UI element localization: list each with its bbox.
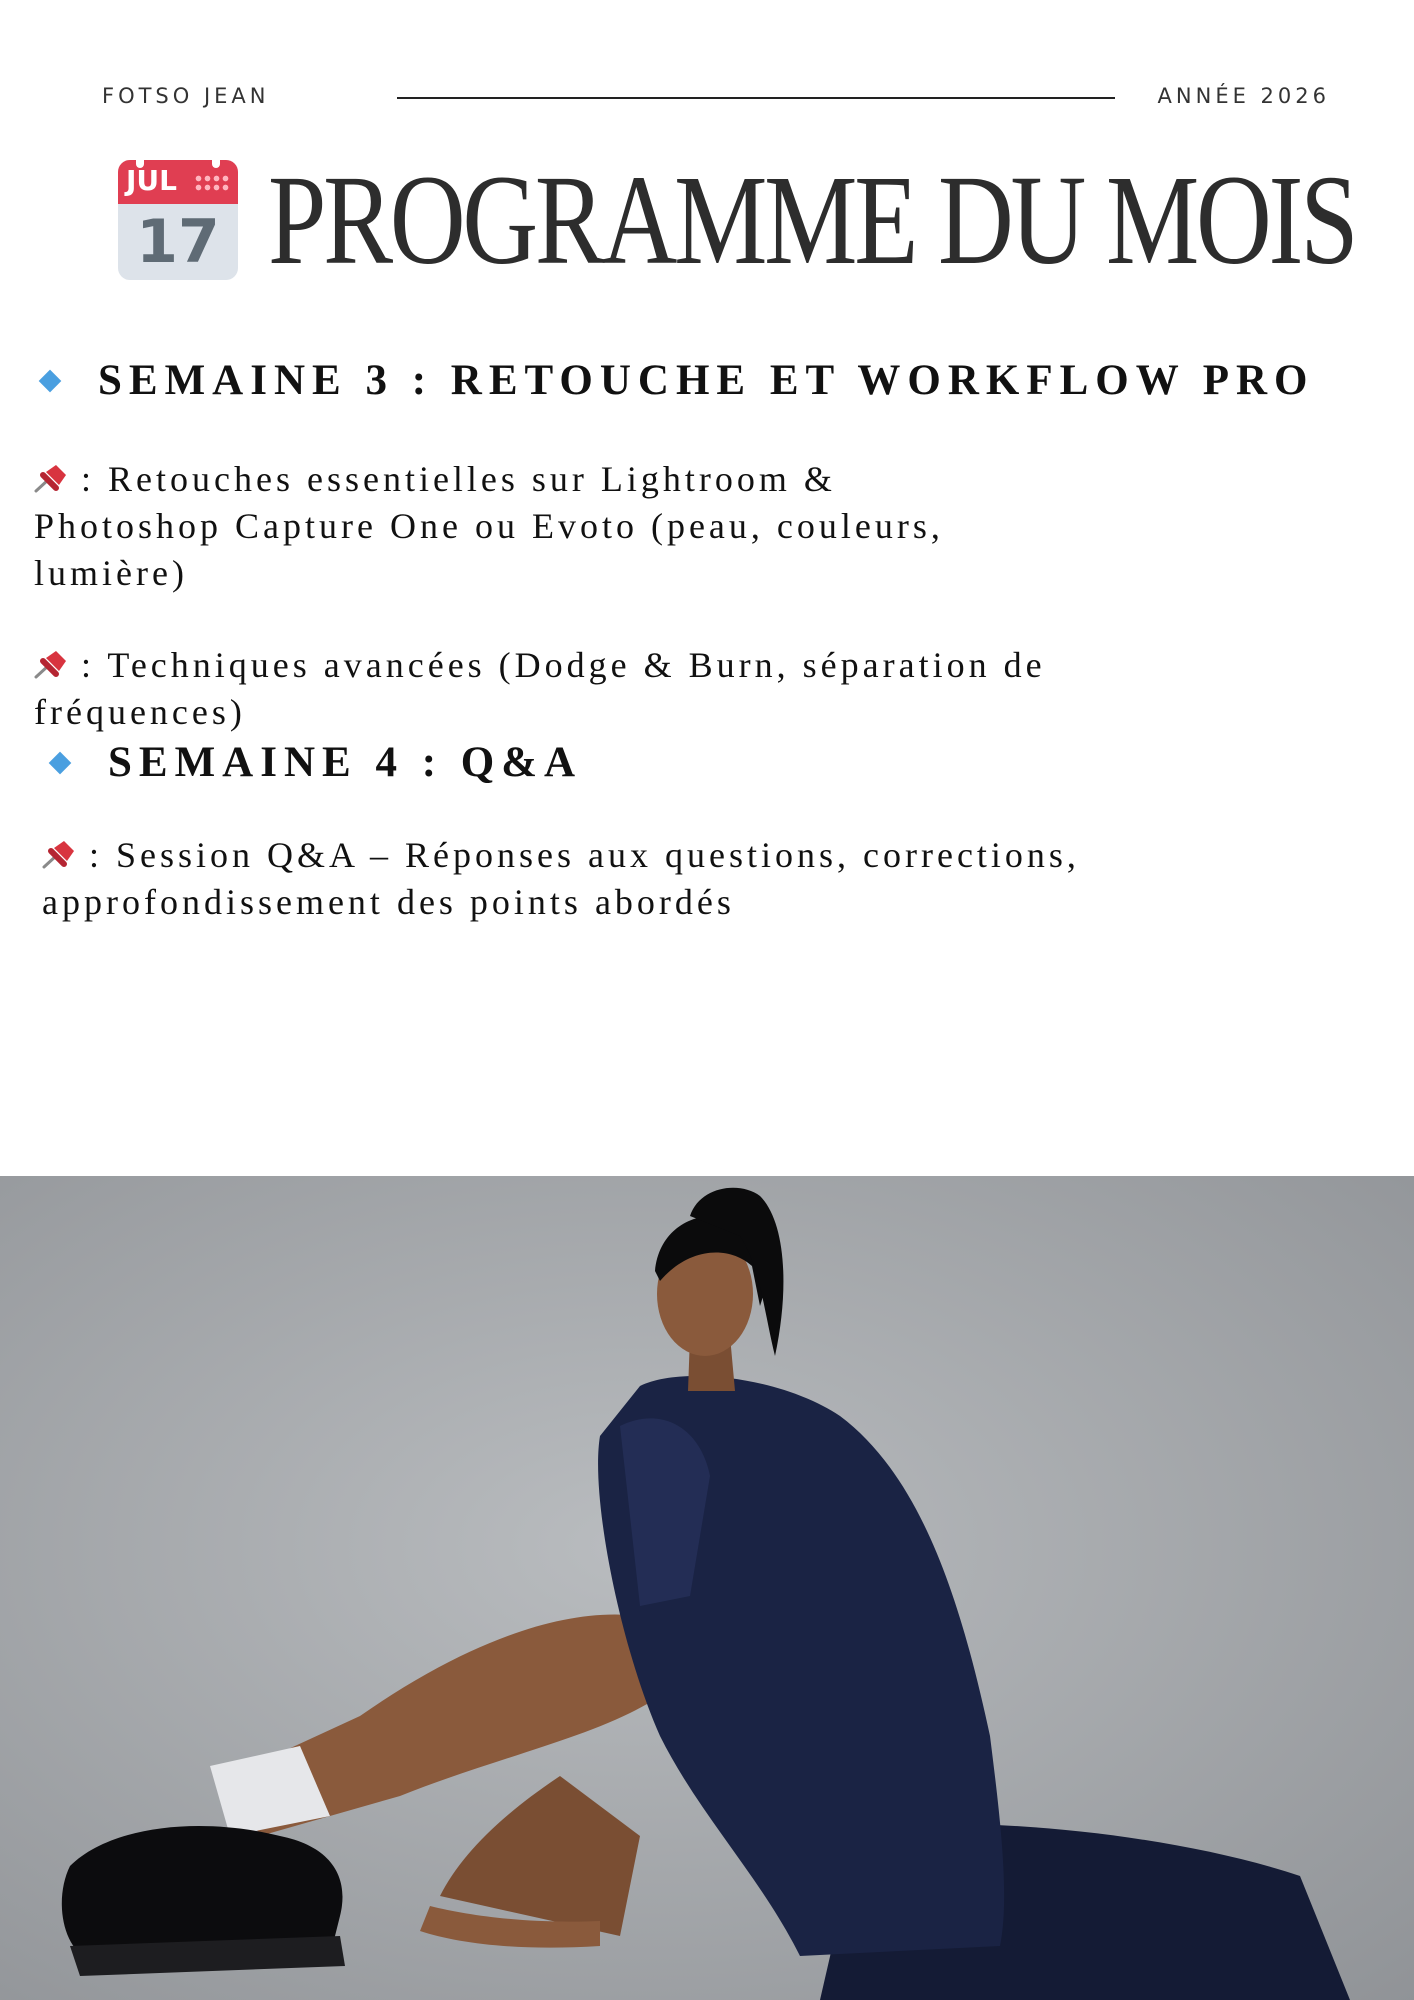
- week-4-label: SEMAINE 4 : Q&A: [108, 739, 583, 786]
- header-rule: [397, 97, 1115, 99]
- diamond-bullet-icon: [49, 751, 72, 774]
- title-row: [118, 149, 1414, 291]
- header-year: ANNÉE 2026: [1157, 84, 1330, 108]
- week-3-label: SEMAINE 3 : RETOUCHE ET WORKFLOW PRO: [98, 357, 1315, 404]
- page-title: PROGRAMME DU MOIS: [268, 149, 1356, 291]
- calendar-day: 17: [136, 207, 220, 277]
- week-3-item-1-line-1: : Retouches essentielles sur Lightroom &: [68, 459, 836, 499]
- pushpin-icon: [42, 834, 76, 864]
- week-3-item-1-line-3: lumière): [34, 553, 188, 593]
- pushpin-icon: [34, 458, 68, 488]
- week-4-item-1-line-1: : Session Q&A – Réponses aux questions, corrections,: [76, 835, 1080, 875]
- week-4-item-1-line-2: approfondissement des points abordés: [42, 882, 735, 922]
- week-4-heading: [52, 738, 582, 787]
- week-3-item-1-line-2: Photoshop Capture One ou Evoto (peau, couleurs,: [34, 506, 944, 546]
- calendar-month: JUL: [126, 164, 177, 197]
- diamond-bullet-icon: [39, 369, 62, 392]
- calendar-icon: [118, 160, 238, 280]
- week-3-heading: [42, 356, 1314, 405]
- calendar-dots: [194, 174, 230, 192]
- week-3-item-2-line-2: fréquences): [34, 692, 246, 732]
- week-3-item-1: [34, 456, 1394, 597]
- week-3-item-2-line-1: : Techniques avancées (Dodge & Burn, séparation de: [68, 645, 1046, 685]
- week-4-item-1: [42, 832, 1402, 926]
- week-3-item-2: [34, 642, 1394, 736]
- header-author: FOTSO JEAN: [102, 84, 270, 108]
- model-photo: [0, 1176, 1414, 2000]
- pushpin-icon: [34, 644, 68, 674]
